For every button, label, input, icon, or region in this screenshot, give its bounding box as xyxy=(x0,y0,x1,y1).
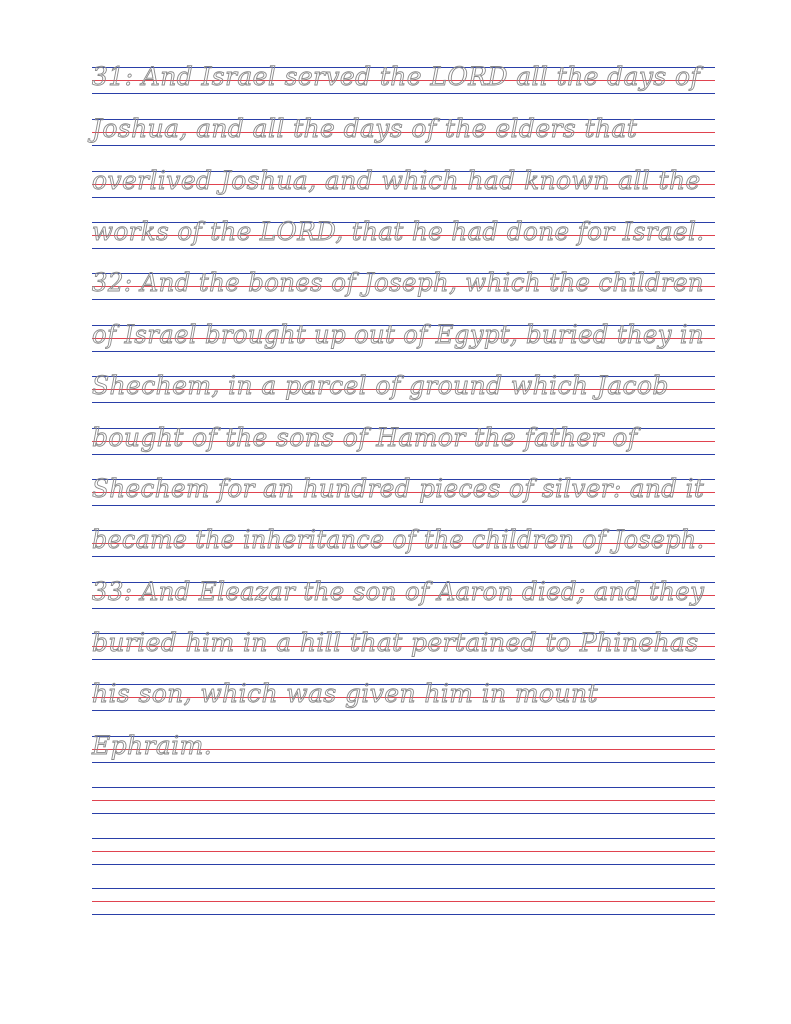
trace-text: overlived Joshua, and which had known all the xyxy=(92,166,701,195)
practice-row xyxy=(92,888,715,924)
baseline-guide xyxy=(92,402,715,403)
trace-text: his son, which was given him in mount xyxy=(92,679,598,708)
baseline-guide xyxy=(92,556,715,557)
trace-text: of Israel brought up out of Egypt, buried they in xyxy=(92,320,705,349)
practice-row xyxy=(92,217,715,258)
trace-text: Joshua, and all the days of the elders that xyxy=(92,114,638,143)
baseline-guide xyxy=(92,93,715,94)
baseline-guide xyxy=(92,145,715,146)
trace-text: Ephraim. xyxy=(92,731,213,760)
trace-text: buried him in a hill that pertained to Phinehas xyxy=(92,628,699,657)
baseline-guide xyxy=(92,454,715,455)
baseline-guide xyxy=(92,762,715,763)
baseline-guide xyxy=(92,914,715,915)
trace-text: 32: And the bones of Joseph, which the children xyxy=(92,268,705,297)
trace-text: Shechem, in a parcel of ground which Jacob xyxy=(92,371,669,400)
baseline-guide xyxy=(92,197,715,198)
midline-guide xyxy=(92,800,715,801)
practice-row xyxy=(92,423,715,464)
practice-row xyxy=(92,731,715,772)
practice-row xyxy=(92,525,715,566)
baseline-guide xyxy=(92,608,715,609)
practice-row xyxy=(92,577,715,618)
practice-row xyxy=(92,62,715,103)
top-guide-line xyxy=(92,888,715,889)
trace-text: 31: And Israel served the LORD all the days of xyxy=(92,62,701,91)
practice-row xyxy=(92,320,715,361)
practice-row xyxy=(92,679,715,720)
baseline-guide xyxy=(92,710,715,711)
midline-guide xyxy=(92,901,715,902)
top-guide-line xyxy=(92,787,715,788)
practice-row xyxy=(92,838,715,874)
baseline-guide xyxy=(92,813,715,814)
baseline-guide xyxy=(92,659,715,660)
baseline-guide xyxy=(92,248,715,249)
baseline-guide xyxy=(92,864,715,865)
practice-row xyxy=(92,166,715,207)
midline-guide xyxy=(92,851,715,852)
trace-text: Shechem for an hundred pieces of silver: and it xyxy=(92,474,705,503)
trace-text: works of the LORD, that he had done for Israel. xyxy=(92,217,705,246)
baseline-guide xyxy=(92,299,715,300)
baseline-guide xyxy=(92,351,715,352)
practice-row xyxy=(92,114,715,155)
trace-text: 33: And Eleazar the son of Aaron died; and they xyxy=(92,577,705,606)
baseline-guide xyxy=(92,505,715,506)
practice-row xyxy=(92,628,715,669)
top-guide-line xyxy=(92,838,715,839)
trace-text: bought of the sons of Hamor the father of xyxy=(92,423,638,452)
trace-text: became the inheritance of the children of Joseph. xyxy=(92,525,705,554)
practice-row xyxy=(92,371,715,412)
practice-row xyxy=(92,787,715,823)
practice-row xyxy=(92,474,715,515)
practice-row xyxy=(92,268,715,309)
